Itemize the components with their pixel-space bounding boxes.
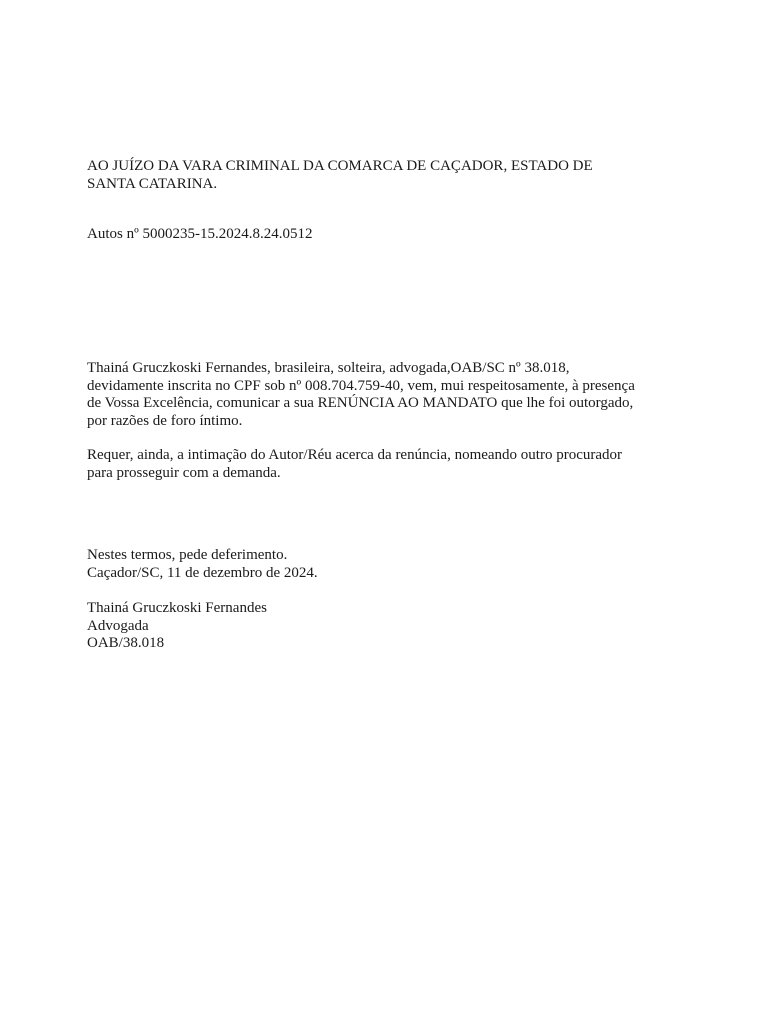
closing-line-1: Nestes termos, pede deferimento. [87,547,288,563]
addressee-line-1: AO JUÍZO DA VARA CRIMINAL DA COMARCA DE CAÇADOR, ESTADO DE [87,158,593,174]
body-paragraph-1 [87,360,683,430]
case-number [87,226,683,244]
paragraph-1-line-4: por razões de foro íntimo. [87,412,243,429]
paragraph-1-line-1: Thainá Gruczkoski Fernandes, brasileira, solteira, advogada,OAB/SC nº 38.018, [87,360,570,376]
paragraph-2-line-2: para prosseguir com a demanda. [87,464,281,481]
paragraph-1-line-2: devidamente inscrita no CPF sob nº 008.704.759-40, vem, mui respeitosamente, à presença [87,377,635,394]
signatory-name: Thainá Gruczkoski Fernandes [87,600,267,616]
signature-block [87,600,683,653]
signatory-title: Advogada [87,617,149,634]
paragraph-1-line-3: de Vossa Excelência, comunicar a sua RENÚNCIA AO MANDATO que lhe foi outorgado, [87,395,634,411]
body-paragraph-2 [87,447,683,482]
addressee-heading [87,158,683,193]
addressee-line-2: SANTA CATARINA. [87,175,218,192]
closing-line-2: Caçador/SC, 11 de dezembro de 2024. [87,564,318,581]
case-number-text: Autos nº 5000235-15.2024.8.24.0512 [87,226,313,242]
paragraph-2-line-1: Requer, ainda, a intimação do Autor/Réu acerca da renúncia, nomeando outro procurador [87,447,623,463]
closing [87,547,683,582]
signatory-registration: OAB/38.018 [87,635,165,651]
